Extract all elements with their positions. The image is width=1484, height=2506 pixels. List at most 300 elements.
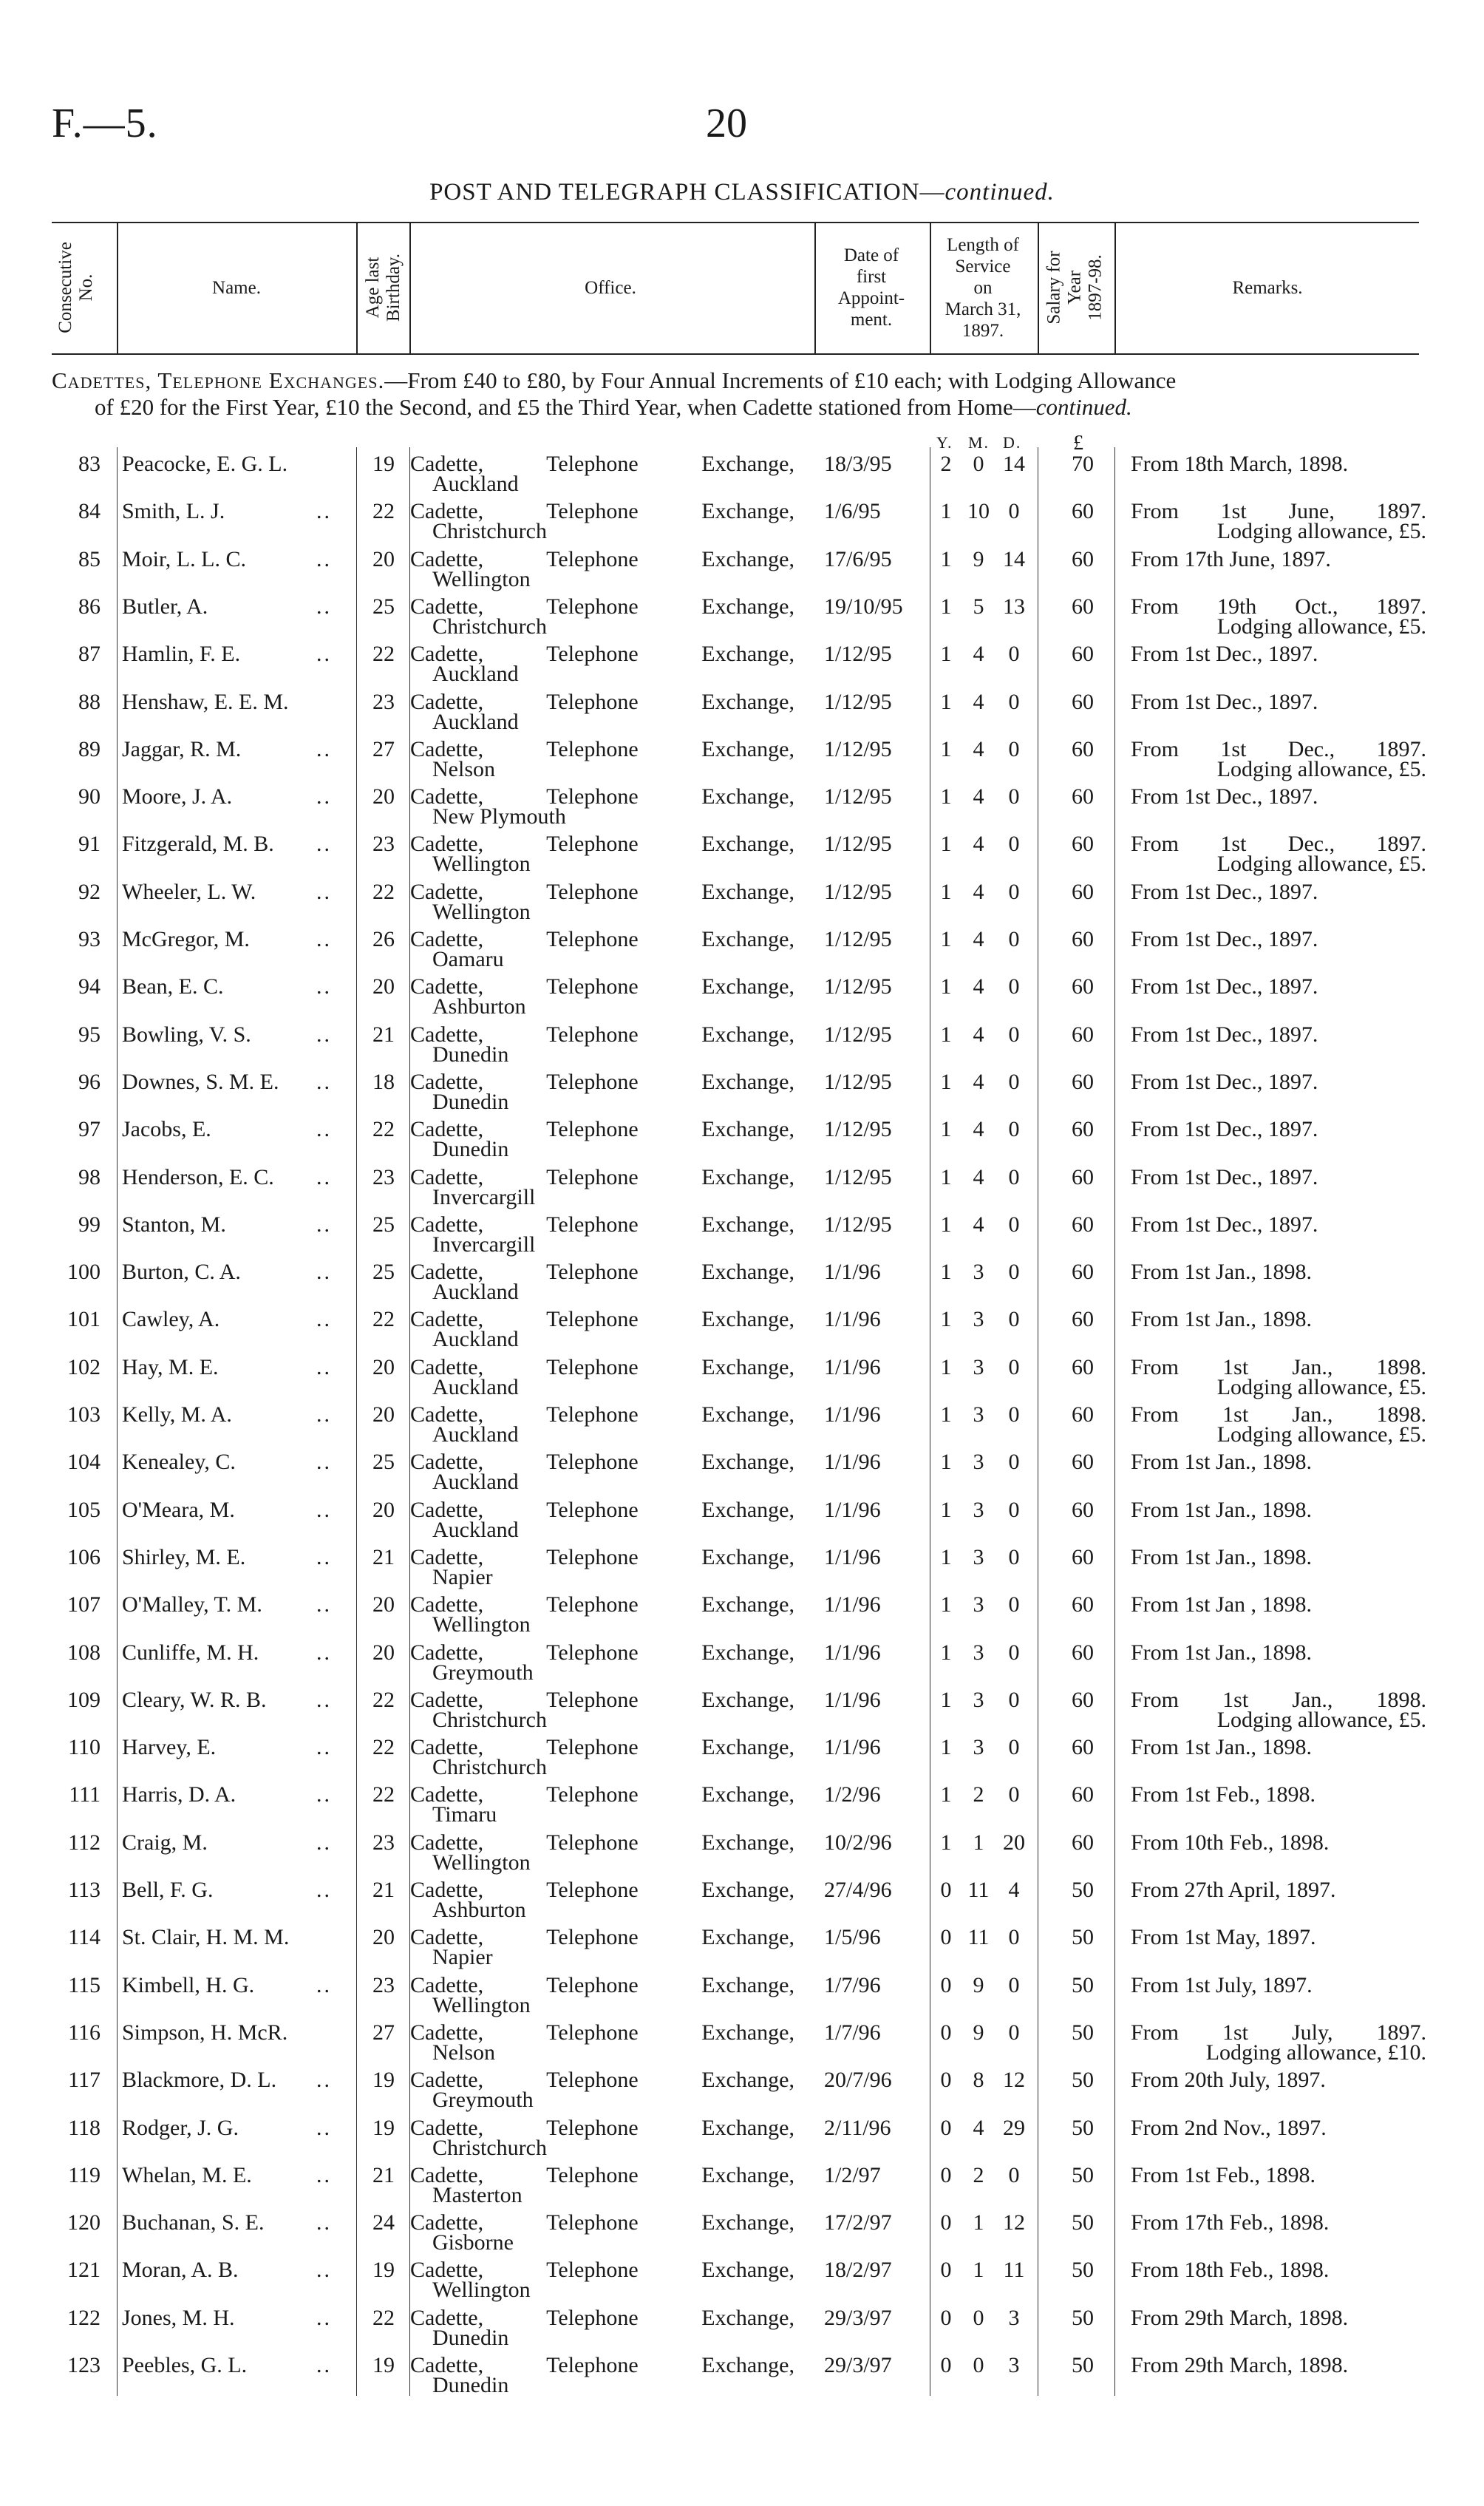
row-appointment-date: 18/2/97 bbox=[824, 2258, 892, 2283]
table-row bbox=[52, 1636, 1426, 1683]
row-salary: 60 bbox=[1072, 594, 1094, 619]
row-salary: 50 bbox=[1072, 1925, 1094, 1950]
section-title: Cadettes, Telephone Exchanges. bbox=[52, 367, 385, 393]
row-appointment-date: 1/2/97 bbox=[824, 2162, 881, 2187]
row-remark: From 1st Dec., 1897. bbox=[1131, 1022, 1318, 1047]
row-remark: From 1st Jan., 1898. bbox=[1131, 1735, 1313, 1760]
row-leader-dots: .. bbox=[316, 1878, 332, 1902]
row-remark-line-2: Lodging allowance, £5. bbox=[1216, 1422, 1426, 1447]
row-remark: From 1st Jan., 1898. bbox=[1131, 1497, 1313, 1522]
row-age: 21 bbox=[372, 1022, 395, 1047]
table-row bbox=[52, 590, 1426, 637]
row-office-location: Wellington bbox=[432, 899, 531, 924]
row-service-months: 3 bbox=[973, 1307, 984, 1332]
row-remark-line-2: Lodging allowance, £5. bbox=[1216, 1707, 1426, 1732]
row-leader-dots: .. bbox=[316, 879, 332, 904]
header-date-line: first bbox=[856, 267, 887, 287]
table-row bbox=[52, 1493, 1426, 1541]
row-leader-dots: .. bbox=[316, 1450, 332, 1475]
row-service-years: 1 bbox=[940, 546, 952, 571]
row-salary: 60 bbox=[1072, 1782, 1094, 1807]
row-appointment-date: 17/2/97 bbox=[824, 2210, 892, 2235]
row-name: Bean, E. C. bbox=[122, 974, 224, 999]
row-service-days: 0 bbox=[1008, 1069, 1020, 1094]
row-office-line-1: Cadette, Telephone Exchange, bbox=[410, 1260, 794, 1285]
row-service-days: 0 bbox=[1008, 1687, 1020, 1712]
row-salary: 50 bbox=[1072, 2210, 1094, 2235]
row-name: Henshaw, E. E. M. bbox=[122, 689, 289, 714]
table-row bbox=[52, 1208, 1426, 1255]
row-salary: 60 bbox=[1072, 1450, 1094, 1475]
row-office-location: Ashburton bbox=[432, 994, 526, 1019]
row-leader-dots: .. bbox=[316, 1972, 332, 1997]
row-number: 87 bbox=[78, 642, 101, 667]
row-office-line-1: Cadette, Telephone Exchange, bbox=[410, 2068, 794, 2093]
row-remark: From 1st Dec., 1897. bbox=[1131, 689, 1318, 714]
row-age: 19 bbox=[372, 452, 395, 476]
row-age: 21 bbox=[372, 1878, 395, 1902]
row-name: Jaggar, R. M. bbox=[122, 736, 242, 761]
row-service-years: 0 bbox=[940, 2020, 952, 2045]
row-office-line-1: Cadette, Telephone Exchange, bbox=[410, 1354, 794, 1379]
table-row bbox=[52, 970, 1426, 1017]
table-row bbox=[52, 1065, 1426, 1113]
header-date-line: Date of bbox=[843, 245, 899, 265]
row-service-days: 0 bbox=[1008, 1164, 1020, 1189]
row-service-years: 1 bbox=[940, 642, 952, 667]
header-office: Office. bbox=[585, 277, 636, 298]
row-appointment-date: 29/3/97 bbox=[824, 2305, 892, 2330]
row-name: Jacobs, E. bbox=[122, 1117, 211, 1142]
row-office-line-1: Cadette, Telephone Exchange, bbox=[410, 1212, 794, 1237]
row-office-location: Auckland bbox=[432, 1422, 519, 1447]
row-number: 106 bbox=[67, 1544, 101, 1569]
row-number: 90 bbox=[78, 784, 101, 809]
row-leader-dots: .. bbox=[316, 974, 332, 999]
row-salary: 60 bbox=[1072, 736, 1094, 761]
row-service-months: 9 bbox=[973, 2020, 984, 2045]
row-appointment-date: 1/1/96 bbox=[824, 1354, 881, 1379]
row-remark: From 2nd Nov., 1897. bbox=[1131, 2115, 1327, 2140]
row-age: 22 bbox=[372, 642, 395, 667]
row-salary: 60 bbox=[1072, 879, 1094, 904]
title-main: POST AND TELEGRAPH CLASSIFICATION— bbox=[429, 179, 945, 206]
row-service-years: 0 bbox=[940, 1972, 952, 1997]
row-salary: 60 bbox=[1072, 974, 1094, 999]
row-number: 93 bbox=[78, 927, 101, 951]
row-service-years: 1 bbox=[940, 1354, 952, 1379]
row-service-years: 1 bbox=[940, 1260, 952, 1285]
row-age: 21 bbox=[372, 2162, 395, 2187]
table-row bbox=[52, 2063, 1426, 2111]
row-service-years: 0 bbox=[940, 2162, 952, 2187]
row-office-location: Christchurch bbox=[432, 1707, 547, 1732]
row-number: 116 bbox=[68, 2020, 101, 2045]
row-remark: From 1st Jan., 1898. bbox=[1131, 1640, 1313, 1665]
row-remark: From 19th Oct., 1897. bbox=[1131, 594, 1426, 619]
row-remark: From 1st Jan., 1898. bbox=[1131, 1402, 1426, 1427]
row-service-days: 0 bbox=[1008, 642, 1020, 667]
row-leader-dots: .. bbox=[316, 1592, 332, 1617]
row-name: Downes, S. M. E. bbox=[122, 1069, 279, 1094]
row-service-months: 3 bbox=[973, 1735, 984, 1760]
row-age: 19 bbox=[372, 2353, 395, 2377]
table-row bbox=[52, 2253, 1426, 2303]
row-service-days: 0 bbox=[1008, 1212, 1020, 1237]
row-service-days: 0 bbox=[1008, 1925, 1020, 1950]
row-salary: 60 bbox=[1072, 1022, 1094, 1047]
row-appointment-date: 1/12/95 bbox=[824, 1117, 892, 1142]
row-office-line-1: Cadette, Telephone Exchange, bbox=[410, 2210, 794, 2235]
header-length-line: Length of bbox=[947, 234, 1019, 255]
row-age: 23 bbox=[372, 1972, 395, 1997]
row-number: 109 bbox=[67, 1687, 101, 1712]
row-name: Whelan, M. E. bbox=[122, 2162, 252, 2187]
row-office-line-1: Cadette, Telephone Exchange, bbox=[410, 974, 794, 999]
row-name: O'Malley, T. M. bbox=[122, 1592, 262, 1617]
row-service-years: 2 bbox=[940, 452, 952, 476]
header-date-line: ment. bbox=[850, 310, 893, 330]
body-rule-name bbox=[117, 447, 118, 2396]
table-row bbox=[52, 780, 1426, 827]
row-age: 22 bbox=[372, 499, 395, 524]
header-age-line-1: Age last bbox=[363, 257, 383, 319]
row-service-months: 2 bbox=[973, 2162, 984, 2187]
table-row bbox=[52, 875, 1426, 923]
row-salary: 60 bbox=[1072, 499, 1094, 524]
row-appointment-date: 1/1/96 bbox=[824, 1450, 881, 1475]
row-name: Simpson, H. McR. bbox=[122, 2020, 288, 2045]
row-name: Hamlin, F. E. bbox=[122, 642, 241, 667]
row-name: Stanton, M. bbox=[122, 1212, 226, 1237]
row-name: Cleary, W. R. B. bbox=[122, 1687, 267, 1712]
row-number: 112 bbox=[68, 1830, 101, 1855]
table-row bbox=[52, 2301, 1426, 2349]
table-row bbox=[52, 1303, 1426, 1350]
row-number: 114 bbox=[68, 1925, 101, 1950]
row-age: 23 bbox=[372, 1830, 395, 1855]
row-leader-dots: .. bbox=[316, 2353, 332, 2377]
row-office-location: Nelson bbox=[432, 2040, 495, 2065]
header-consecutive-no bbox=[52, 222, 101, 353]
row-age: 22 bbox=[372, 1117, 395, 1142]
row-service-months: 3 bbox=[973, 1354, 984, 1379]
row-salary: 60 bbox=[1072, 1212, 1094, 1237]
row-name: Bell, F. G. bbox=[122, 1878, 214, 1902]
row-service-months: 3 bbox=[973, 1450, 984, 1475]
table-header bbox=[52, 222, 1419, 355]
row-office-line-1: Cadette, Telephone Exchange, bbox=[410, 927, 794, 951]
row-office-line-1: Cadette, Telephone Exchange, bbox=[410, 1925, 794, 1950]
row-leader-dots: .. bbox=[316, 1782, 332, 1807]
row-service-days: 3 bbox=[1008, 2353, 1020, 2377]
row-office-line-1: Cadette, Telephone Exchange, bbox=[410, 1687, 794, 1712]
row-appointment-date: 1/12/95 bbox=[824, 1212, 892, 1237]
title-continued: continued. bbox=[944, 179, 1055, 206]
row-salary: 50 bbox=[1072, 2115, 1094, 2140]
row-service-days: 0 bbox=[1008, 2162, 1020, 2187]
row-office-location: Dunedin bbox=[432, 1137, 509, 1162]
row-name: Buchanan, S. E. bbox=[122, 2210, 265, 2235]
row-appointment-date: 1/12/95 bbox=[824, 784, 892, 809]
row-remark: From 17th Feb., 1898. bbox=[1131, 2210, 1330, 2235]
row-name: Moran, A. B. bbox=[122, 2258, 239, 2283]
row-leader-dots: .. bbox=[316, 2258, 332, 2283]
row-appointment-date: 1/5/96 bbox=[824, 1925, 881, 1950]
row-age: 20 bbox=[372, 1925, 395, 1950]
row-leader-dots: .. bbox=[316, 2068, 332, 2093]
row-service-months: 4 bbox=[973, 974, 984, 999]
row-age: 25 bbox=[372, 1450, 395, 1475]
row-name: Harris, D. A. bbox=[122, 1782, 236, 1807]
row-service-months: 1 bbox=[973, 1830, 984, 1855]
row-service-months: 1 bbox=[973, 2210, 984, 2235]
row-service-years: 1 bbox=[940, 499, 952, 524]
row-service-months: 3 bbox=[973, 1640, 984, 1665]
table-row bbox=[52, 1731, 1426, 1778]
row-salary: 50 bbox=[1072, 2020, 1094, 2045]
row-number: 83 bbox=[78, 452, 101, 476]
row-leader-dots: .. bbox=[316, 642, 332, 667]
row-office-line-1: Cadette, Telephone Exchange, bbox=[410, 1640, 794, 1665]
row-office-location: Auckland bbox=[432, 709, 519, 734]
row-office-location: Wellington bbox=[432, 1612, 531, 1637]
row-remark: From 1st Dec., 1897. bbox=[1131, 832, 1426, 857]
table-row bbox=[52, 733, 1426, 780]
row-salary: 60 bbox=[1072, 1402, 1094, 1427]
row-number: 101 bbox=[67, 1307, 101, 1332]
row-salary: 60 bbox=[1072, 832, 1094, 857]
row-office-location: Timaru bbox=[432, 1802, 497, 1827]
table-row bbox=[52, 1969, 1426, 2016]
row-leader-dots: .. bbox=[316, 1354, 332, 1379]
row-leader-dots: .. bbox=[316, 2210, 332, 2235]
row-number: 89 bbox=[78, 736, 101, 761]
row-service-years: 1 bbox=[940, 832, 952, 857]
header-salary-line: 1897-98. bbox=[1086, 254, 1106, 321]
table-row bbox=[52, 543, 1426, 590]
row-remark: From 29th March, 1898. bbox=[1131, 2353, 1349, 2377]
row-name: Harvey, E. bbox=[122, 1735, 217, 1760]
row-number: 100 bbox=[67, 1260, 101, 1285]
row-service-days: 12 bbox=[1003, 2210, 1025, 2235]
row-service-days: 0 bbox=[1008, 2020, 1020, 2045]
row-number: 91 bbox=[78, 832, 101, 857]
row-office-line-1: Cadette, Telephone Exchange, bbox=[410, 1022, 794, 1047]
section-text-line-1: —From £40 to £80, by Four Annual Increments of £10 each; with Lodging Allowance bbox=[384, 367, 1177, 393]
row-remark: From 29th March, 1898. bbox=[1131, 2305, 1349, 2330]
row-office-location: Auckland bbox=[432, 1280, 519, 1305]
table-row bbox=[52, 1351, 1426, 1398]
row-name: Peebles, G. L. bbox=[122, 2353, 248, 2377]
row-remark: From 1st Jan., 1898. bbox=[1131, 1450, 1313, 1475]
row-office-location: Auckland bbox=[432, 662, 519, 687]
row-age: 24 bbox=[372, 2210, 395, 2235]
row-age: 23 bbox=[372, 1164, 395, 1189]
row-office-location: Dunedin bbox=[432, 2373, 509, 2397]
row-service-months: 9 bbox=[973, 1972, 984, 1997]
row-remark: From 1st June, 1897. bbox=[1131, 499, 1426, 524]
table-row bbox=[52, 495, 1426, 542]
row-remark: From 1st Jan , 1898. bbox=[1131, 1592, 1313, 1617]
row-office-line-1: Cadette, Telephone Exchange, bbox=[410, 2258, 794, 2283]
row-leader-dots: .. bbox=[316, 832, 332, 857]
row-service-days: 0 bbox=[1008, 879, 1020, 904]
row-leader-dots: .. bbox=[316, 499, 332, 524]
row-office-location: Wellington bbox=[432, 1992, 531, 2017]
row-appointment-date: 1/12/95 bbox=[824, 832, 892, 857]
row-office-location: New Plymouth bbox=[432, 804, 566, 829]
row-appointment-date: 1/6/95 bbox=[824, 499, 881, 524]
row-remark: From 1st Dec., 1897. bbox=[1131, 1069, 1318, 1094]
row-service-months: 0 bbox=[973, 2353, 984, 2377]
row-name: Peacocke, E. G. L. bbox=[122, 452, 288, 476]
row-salary: 50 bbox=[1072, 2258, 1094, 2283]
section-continued: continued. bbox=[1035, 394, 1132, 420]
table-row bbox=[52, 2016, 1426, 2063]
header-salary-line: Salary for bbox=[1044, 251, 1064, 325]
table-row bbox=[52, 1445, 1426, 1493]
row-service-months: 3 bbox=[973, 1592, 984, 1617]
row-leader-dots: .. bbox=[316, 1069, 332, 1094]
row-office-location: Invercargill bbox=[432, 1184, 536, 1209]
row-age: 22 bbox=[372, 1782, 395, 1807]
row-leader-dots: .. bbox=[316, 1687, 332, 1712]
row-appointment-date: 1/12/95 bbox=[824, 927, 892, 951]
row-service-days: 0 bbox=[1008, 1402, 1020, 1427]
row-office-line-1: Cadette, Telephone Exchange, bbox=[410, 2020, 794, 2045]
row-appointment-date: 20/7/96 bbox=[824, 2068, 892, 2093]
row-salary: 60 bbox=[1072, 1640, 1094, 1665]
row-remark: From 1st Dec., 1897. bbox=[1131, 1212, 1318, 1237]
row-salary: 60 bbox=[1072, 1117, 1094, 1142]
table-row bbox=[52, 1778, 1426, 1825]
row-office-location: Dunedin bbox=[432, 1089, 509, 1114]
row-office-line-1: Cadette, Telephone Exchange, bbox=[410, 1497, 794, 1522]
row-age: 22 bbox=[372, 1735, 395, 1760]
row-service-days: 0 bbox=[1008, 927, 1020, 951]
row-salary: 60 bbox=[1072, 1544, 1094, 1569]
row-number: 120 bbox=[67, 2210, 101, 2235]
row-remark: From 1st May, 1897. bbox=[1131, 1925, 1316, 1950]
row-office-location: Christchurch bbox=[432, 614, 547, 639]
row-service-months: 11 bbox=[967, 1925, 990, 1950]
unit-pound: £ bbox=[1073, 432, 1085, 455]
row-salary: 60 bbox=[1072, 784, 1094, 809]
row-number: 88 bbox=[78, 689, 101, 714]
row-age: 22 bbox=[372, 1307, 395, 1332]
row-service-days: 0 bbox=[1008, 1497, 1020, 1522]
row-office-line-1: Cadette, Telephone Exchange, bbox=[410, 1307, 794, 1332]
row-service-months: 4 bbox=[973, 1117, 984, 1142]
row-leader-dots: .. bbox=[316, 546, 332, 571]
row-name: O'Meara, M. bbox=[122, 1497, 235, 1522]
row-number: 113 bbox=[68, 1878, 101, 1902]
row-service-days: 4 bbox=[1008, 1878, 1020, 1902]
page-title bbox=[0, 179, 1484, 206]
row-service-years: 1 bbox=[940, 1735, 952, 1760]
row-service-days: 0 bbox=[1008, 1354, 1020, 1379]
row-leader-dots: .. bbox=[316, 1307, 332, 1332]
row-appointment-date: 1/7/96 bbox=[824, 1972, 881, 1997]
row-appointment-date: 1/12/95 bbox=[824, 689, 892, 714]
row-office-line-1: Cadette, Telephone Exchange, bbox=[410, 1069, 794, 1094]
row-name: Jones, M. H. bbox=[122, 2305, 235, 2330]
row-office-location: Auckland bbox=[432, 472, 519, 496]
row-number: 85 bbox=[78, 546, 101, 571]
table-row bbox=[52, 1113, 1426, 1160]
row-leader-dots: .. bbox=[316, 594, 332, 619]
row-service-years: 0 bbox=[940, 2115, 952, 2140]
row-leader-dots: .. bbox=[316, 1640, 332, 1665]
row-appointment-date: 29/3/97 bbox=[824, 2353, 892, 2377]
row-age: 18 bbox=[372, 1069, 395, 1094]
row-leader-dots: .. bbox=[316, 1735, 332, 1760]
row-remark-line-2: Lodging allowance, £10. bbox=[1205, 2040, 1426, 2065]
row-office-line-1: Cadette, Telephone Exchange, bbox=[410, 2353, 794, 2377]
header-length-line: 1897. bbox=[961, 320, 1004, 341]
row-remark: From 1st Dec., 1897. bbox=[1131, 736, 1426, 761]
row-salary: 50 bbox=[1072, 2162, 1094, 2187]
row-name: Rodger, J. G. bbox=[122, 2115, 239, 2140]
row-office-line-1: Cadette, Telephone Exchange, bbox=[410, 594, 794, 619]
row-leader-dots: .. bbox=[316, 1497, 332, 1522]
row-service-months: 4 bbox=[973, 1212, 984, 1237]
row-number: 110 bbox=[68, 1735, 101, 1760]
row-leader-dots: .. bbox=[316, 2162, 332, 2187]
row-appointment-date: 1/1/96 bbox=[824, 1640, 881, 1665]
row-remark: From 1st Feb., 1898. bbox=[1131, 2162, 1316, 2187]
row-office-line-1: Cadette, Telephone Exchange, bbox=[410, 546, 794, 571]
row-service-days: 0 bbox=[1008, 1450, 1020, 1475]
table-row bbox=[52, 923, 1426, 970]
row-service-years: 0 bbox=[940, 1878, 952, 1902]
row-remark: From 27th April, 1897. bbox=[1131, 1878, 1336, 1902]
row-service-years: 1 bbox=[940, 879, 952, 904]
row-age: 20 bbox=[372, 1402, 395, 1427]
row-age: 22 bbox=[372, 2305, 395, 2330]
row-office-line-1: Cadette, Telephone Exchange, bbox=[410, 452, 794, 476]
row-service-days: 14 bbox=[1003, 546, 1025, 571]
table-row bbox=[52, 1018, 1426, 1065]
row-number: 111 bbox=[69, 1782, 101, 1807]
row-office-location: Masterton bbox=[432, 2182, 523, 2207]
table-row bbox=[52, 1921, 1426, 1968]
row-leader-dots: .. bbox=[316, 1260, 332, 1285]
row-service-days: 0 bbox=[1008, 499, 1020, 524]
row-remark: From 1st Jan., 1898. bbox=[1131, 1544, 1313, 1569]
row-salary: 60 bbox=[1072, 1354, 1094, 1379]
row-service-years: 1 bbox=[940, 784, 952, 809]
row-number: 118 bbox=[68, 2115, 101, 2140]
row-office-location: Christchurch bbox=[432, 519, 547, 544]
row-name: Butler, A. bbox=[122, 594, 208, 619]
row-leader-dots: .. bbox=[316, 1402, 332, 1427]
row-name: Cawley, A. bbox=[122, 1307, 220, 1332]
row-appointment-date: 1/1/96 bbox=[824, 1497, 881, 1522]
row-service-years: 1 bbox=[940, 1830, 952, 1855]
row-service-years: 1 bbox=[940, 1022, 952, 1047]
row-office-location: Auckland bbox=[432, 1470, 519, 1495]
row-office-line-1: Cadette, Telephone Exchange, bbox=[410, 689, 794, 714]
row-appointment-date: 1/2/96 bbox=[824, 1782, 881, 1807]
table-row bbox=[52, 1826, 1426, 1873]
row-service-months: 3 bbox=[973, 1402, 984, 1427]
row-age: 25 bbox=[372, 594, 395, 619]
table-row bbox=[52, 1398, 1426, 1445]
row-office-line-1: Cadette, Telephone Exchange, bbox=[410, 2115, 794, 2140]
row-remark: From 1st Jan., 1898. bbox=[1131, 1354, 1426, 1379]
